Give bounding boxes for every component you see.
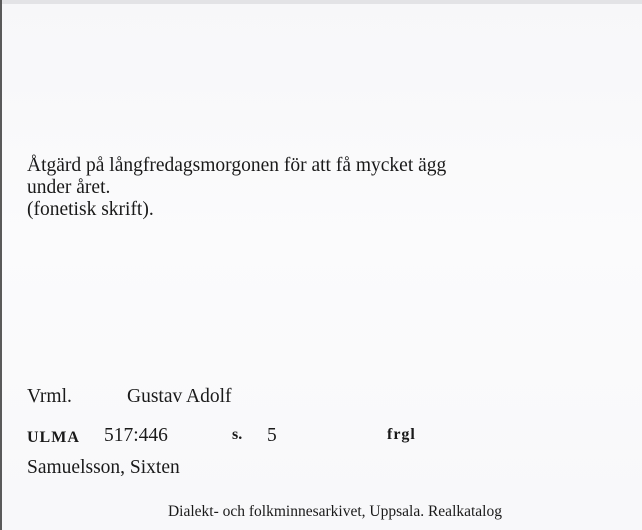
parish-name: Gustav Adolf: [127, 386, 232, 407]
county-abbreviation: Vrml.: [27, 386, 72, 407]
card-description: [27, 155, 627, 221]
card-footer: Dialekt- och folkminnesarkivet, Uppsala. Realkatalog: [167, 503, 502, 520]
archive-number: 517:446: [104, 425, 168, 446]
description-line: (fonetisk skrift).: [27, 199, 154, 220]
page-label: s.: [232, 426, 243, 443]
description-line: under året.: [27, 177, 111, 198]
description-line: Åtgärd på långfredagsmorgonen för att få mycket ägg: [27, 155, 447, 176]
place-row: [27, 386, 232, 408]
page-number: 5: [267, 425, 277, 446]
category-code: frgl: [387, 426, 416, 443]
archive-label: ULMA: [27, 429, 80, 446]
archive-reference-row: [27, 425, 416, 448]
recorder-name: Samuelsson, Sixten: [27, 457, 180, 478]
